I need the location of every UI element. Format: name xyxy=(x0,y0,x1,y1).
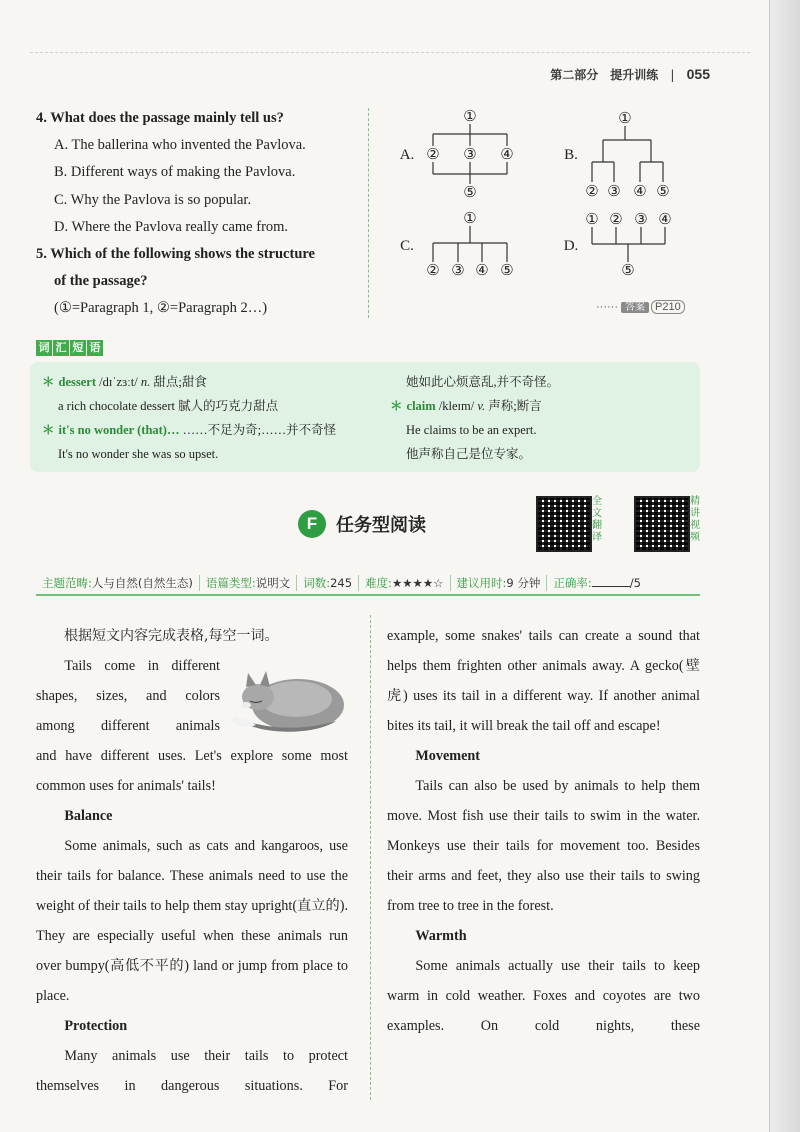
vocab-example: 她如此心烦意乱,并不奇怪。 xyxy=(406,375,560,389)
page-number: 055 xyxy=(686,66,710,82)
qr-label-char: 视 xyxy=(690,520,700,531)
diagram-d-node-1: ① xyxy=(585,212,599,228)
diagram-c-node-2: ② xyxy=(426,263,440,279)
info-value: 人与自然(自然生态) xyxy=(91,576,193,590)
vocab-right-column xyxy=(390,370,690,466)
info-word-count xyxy=(297,575,359,591)
diagram-a-node-1: ① xyxy=(463,109,477,125)
passage-info-bar xyxy=(36,572,700,596)
vocab-example: a rich chocolate dessert 腻人的巧克力甜点 xyxy=(58,399,279,413)
vocab-headword: it's no wonder (that)… xyxy=(58,423,180,437)
qr-label-char: 频 xyxy=(690,532,700,543)
qr-label-char: 全 xyxy=(592,496,602,507)
running-head xyxy=(500,66,710,83)
passage-right-column xyxy=(387,621,700,1041)
section-f-header xyxy=(298,510,426,538)
question-5-title-line2: of the passage? xyxy=(54,273,148,290)
paragraph-movement: Tails can also be used by animals to help them move. Most fish use their tails to swim in the water. Monkeys use their tails for movement too. Besides their arms and feet, they also use their tails to swing from tree to tree in the forest. xyxy=(387,778,700,914)
vocab-example: It's no wonder she was so upset. xyxy=(58,447,219,461)
info-value: 说明文 xyxy=(255,576,291,590)
question-5-note: (①=Paragraph 1, ②=Paragraph 2…) xyxy=(54,300,268,317)
info-value: 9 分钟 xyxy=(506,576,541,590)
passage-intro-line3: among different animals xyxy=(36,718,220,734)
vocab-entry-dessert xyxy=(42,370,372,394)
diagram-d-node-5: ⑤ xyxy=(621,263,635,279)
qr-label-char: 翻 xyxy=(592,520,602,531)
info-difficulty xyxy=(359,575,450,591)
diagram-a-node-2: ② xyxy=(426,147,440,163)
info-accuracy xyxy=(547,575,647,591)
question-4-option-d[interactable]: D. Where the Pavlova really came from. xyxy=(54,218,289,235)
diagram-label-c[interactable]: C. xyxy=(400,238,414,254)
heading-balance: Balance xyxy=(64,808,113,824)
vocab-star: ＊ xyxy=(42,423,55,437)
diagram-a-node-5: ⑤ xyxy=(463,185,477,201)
info-key: 难度: xyxy=(365,576,392,590)
passage-intro-line1: Tails come in different xyxy=(64,658,220,674)
vocab-headword: claim xyxy=(406,399,436,413)
diagram-c-node-3: ③ xyxy=(451,263,465,279)
vocab-pos: n. xyxy=(140,375,151,389)
qr-label-char: 精 xyxy=(690,496,700,507)
diagram-a-node-4: ④ xyxy=(500,147,514,163)
diagram-c-node-1: ① xyxy=(463,211,477,227)
vocab-example: He claims to be an expert. xyxy=(406,423,537,437)
structure-diagrams xyxy=(395,100,715,300)
paragraph-balance: Some animals, such as cats and kangaroos, use their tails for balance. These animals need to use the weight of their tails to help them stay upright(直立的). They are especially useful when these animals run over bumpy(高低不平的) land or jump from place to place. xyxy=(36,838,348,1004)
vocab-pron: /kleɪm/ xyxy=(435,399,478,413)
question-4-option-c[interactable]: C. Why the Pavlova is so popular. xyxy=(54,191,252,208)
diagram-b-node-5: ⑤ xyxy=(656,184,670,200)
qr-label-translation xyxy=(592,496,604,544)
vocab-left-column xyxy=(42,370,372,466)
vocab-star: ＊ xyxy=(390,399,403,413)
answer-tag: 答案 xyxy=(621,302,649,313)
info-time xyxy=(451,575,548,591)
question-block xyxy=(36,105,366,323)
page-edge xyxy=(770,0,800,1132)
passage-left-column xyxy=(36,621,348,1101)
diagram-label-a[interactable]: A. xyxy=(399,147,415,163)
passage-instruction: 根据短文内容完成表格,每空一词。 xyxy=(64,628,279,644)
info-value: /5 xyxy=(629,576,641,590)
vocab-entry-claim xyxy=(390,394,690,418)
info-key: 语篇类型: xyxy=(205,576,256,590)
qr-code-video[interactable] xyxy=(634,496,690,552)
passage-intro-line2: shapes, sizes, and colors xyxy=(36,688,220,704)
diagram-d-node-3: ③ xyxy=(634,212,648,228)
vocab-tag-char: 短 xyxy=(70,340,86,356)
heading-warmth: Warmth xyxy=(415,928,467,944)
heading-protection: Protection xyxy=(64,1018,128,1034)
question-4-option-b[interactable]: B. Different ways of making the Pavlova. xyxy=(54,164,296,181)
info-genre xyxy=(200,575,297,591)
diagram-b-node-3: ③ xyxy=(607,184,621,200)
vocab-box xyxy=(30,362,700,472)
vocab-pron: /dɪˈzɜːt/ xyxy=(96,375,141,389)
diagram-c-node-5: ⑤ xyxy=(500,263,514,279)
vocab-meaning: 声称;断言 xyxy=(485,399,542,413)
question-divider xyxy=(368,108,369,318)
heading-movement: Movement xyxy=(415,748,480,764)
qr-label-char: 讲 xyxy=(690,508,700,519)
info-key: 正确率: xyxy=(553,576,592,590)
qr-code-translation[interactable] xyxy=(536,496,592,552)
answer-reference[interactable] xyxy=(596,298,685,313)
diagram-label-b[interactable]: B. xyxy=(564,147,578,163)
diagram-b-node-1: ① xyxy=(618,111,632,127)
qr-label-char: 文 xyxy=(592,508,602,519)
column-divider xyxy=(370,615,371,1100)
running-head-section: 第二部分 提升训练 xyxy=(550,68,659,82)
section-f-title: 任务型阅读 xyxy=(336,515,426,536)
vocab-example: 他声称自己是位专家。 xyxy=(406,447,532,461)
accuracy-blank[interactable] xyxy=(592,576,630,587)
diagram-d-node-4: ④ xyxy=(658,212,672,228)
diagram-label-d[interactable]: D. xyxy=(563,238,579,254)
question-4-title: 4. What does the passage mainly tell us? xyxy=(36,110,284,126)
passage-intro-rest: and have different uses. Let's explore some most common uses for animals' tails! xyxy=(36,748,348,794)
diagram-b-node-4: ④ xyxy=(633,184,647,200)
diagram-a-node-3: ③ xyxy=(463,147,477,163)
vocab-entry-no-wonder xyxy=(42,418,372,442)
paragraph-protection-cont: example, some snakes' tails can create a sound that helps them frighten other animals away. A gecko(壁虎) uses its tail in a different way. If another animal bites its tail, it will break the tail off and escape! xyxy=(387,628,700,734)
answer-page: P210 xyxy=(651,300,685,314)
diagram-b-node-2: ② xyxy=(585,184,599,200)
question-5-title-line1: 5. Which of the following shows the structure xyxy=(36,246,315,263)
vocab-star: ＊ xyxy=(42,375,55,389)
info-topic xyxy=(36,575,200,591)
sleeping-fox-illustration xyxy=(226,655,348,735)
qr-label-char: 译 xyxy=(592,532,602,543)
vocab-tag xyxy=(36,340,103,356)
diagram-d-node-2: ② xyxy=(609,212,623,228)
info-key: 建议用时: xyxy=(456,576,507,590)
vocab-tag-char: 汇 xyxy=(53,340,69,356)
diagram-c-node-4: ④ xyxy=(475,263,489,279)
running-head-separator: | xyxy=(670,68,675,82)
vocab-tag-char: 词 xyxy=(36,340,52,356)
answer-dots: ······ xyxy=(596,301,618,313)
question-4-option-a[interactable]: A. The ballerina who invented the Pavlova. xyxy=(54,137,306,154)
vocab-meaning: 甜点;甜食 xyxy=(150,375,207,389)
qr-label-video xyxy=(690,496,702,544)
paragraph-protection-start: Many animals use their tails to protect themselves in dangerous situations. For xyxy=(36,1048,348,1094)
vocab-headword: dessert xyxy=(58,375,97,389)
info-key: 词数: xyxy=(303,576,331,590)
vocab-pos: v. xyxy=(477,399,486,413)
vocab-tag-char: 语 xyxy=(87,340,103,356)
info-value: ★★★★☆ xyxy=(391,576,444,590)
info-key: 主题范畴: xyxy=(42,576,92,590)
top-rule xyxy=(30,52,750,53)
paragraph-warmth: Some animals actually use their tails to keep warm in cold weather. Foxes and coyotes are two examples. On cold nights, these xyxy=(387,958,700,1034)
vocab-meaning: ……不足为奇;……并不奇怪 xyxy=(179,423,337,437)
section-f-badge: F xyxy=(298,510,326,538)
info-value: 245 xyxy=(330,576,353,590)
